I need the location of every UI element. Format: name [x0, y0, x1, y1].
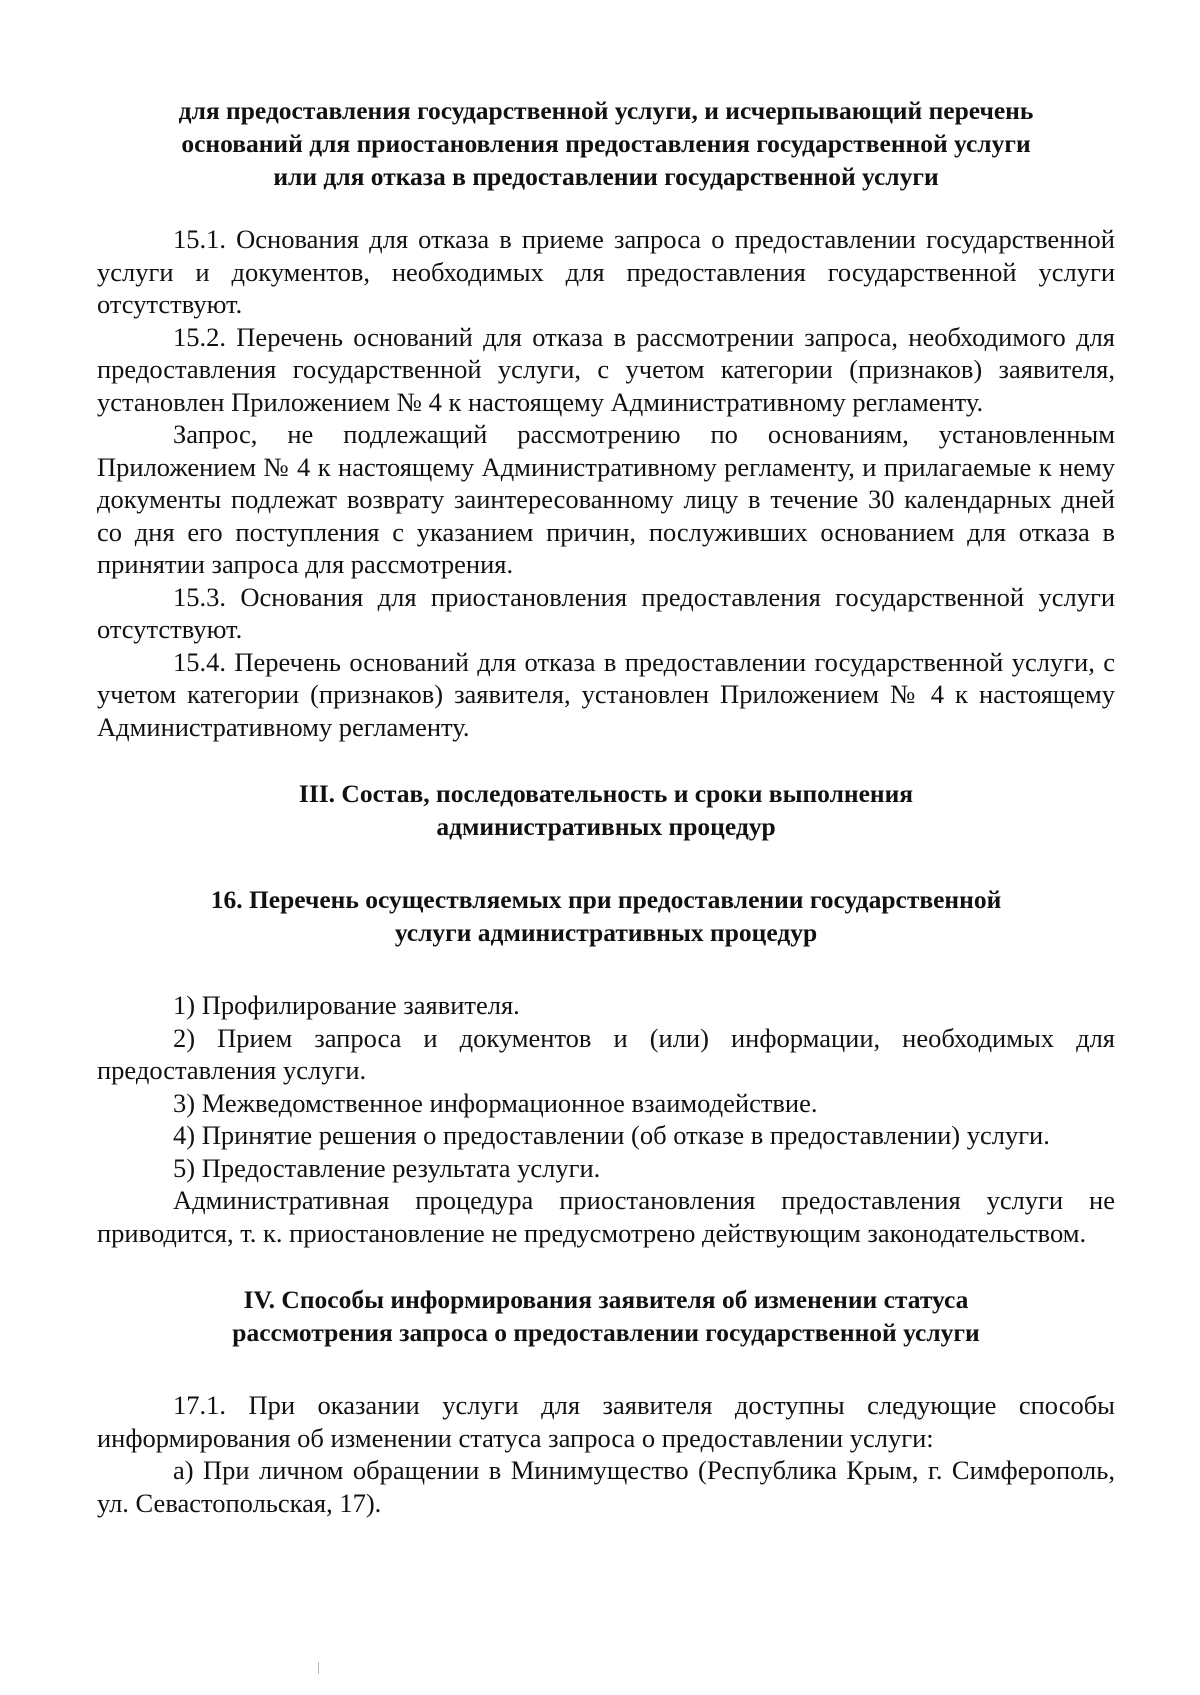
- heading-line: III. Состав, последовательность и сроки выполнения: [298, 779, 914, 808]
- scan-mark: [318, 1662, 319, 1674]
- heading-line: IV. Способы информирования заявителя об изменении статуса: [243, 1285, 969, 1314]
- section-3-heading: [97, 777, 1115, 843]
- heading-line: административных процедур: [436, 812, 776, 841]
- heading-line: для предоставления государственной услуги, и исчерпывающий перечень: [178, 96, 1034, 125]
- heading-line: рассмотрения запроса о предоставлении государственной услуги: [232, 1318, 980, 1347]
- paragraph-request: Запрос, не подлежащий рассмотрению по основаниям, установленным Приложением № 4 к настоящему Административному регламенту, и прилагаемые к нему документы подлежат возврату заинтересованному лицу в течение 30 календарных дней со дня его поступления с указанием причин, послуживших основанием для отказа в принятии запроса для рассмотрения.: [97, 419, 1115, 579]
- procedure-item: 2) Прием запроса и документов и (или) информации, необходимых для предоставления услуги.: [97, 1022, 1115, 1085]
- procedure-item: 5) Предоставление результата услуги.: [173, 1152, 601, 1183]
- procedure-item: 1) Профилирование заявителя.: [173, 990, 520, 1020]
- paragraph-15-1: 15.1. Основания для отказа в приеме запроса о предоставлении государственной услуги и документов, необходимых для предоставления государственной услуги отсутствуют.: [97, 224, 1115, 319]
- paragraph-17-1: 17.1. При оказании услуги для заявителя доступны следующие способы информирования об изменении статуса запроса о предоставлении услуги:: [97, 1390, 1115, 1453]
- procedure-item: 4) Принятие решения о предоставлении (об отказе в предоставлении) услуги.: [173, 1120, 1050, 1150]
- intro-heading: [97, 94, 1115, 193]
- paragraph-15-2: 15.2. Перечень оснований для отказа в рассмотрении запроса, необходимого для предоставления государственной услуги, с учетом категории (признаков) заявителя, установлен Приложением № 4 к настоящему Административному регламенту.: [97, 321, 1115, 417]
- paragraph-17-1-a: а) При личном обращении в Минимущество (Республика Крым, г. Симферополь, ул. Севастопольская, 17).: [97, 1455, 1115, 1518]
- paragraph-15-3: 15.3. Основания для приостановления предоставления государственной услуги отсутствуют.: [97, 581, 1115, 644]
- heading-line: или для отказа в предоставлении государственной услуги: [273, 162, 939, 191]
- heading-line: услуги административных процедур: [394, 918, 818, 947]
- heading-line: 16. Перечень осуществляемых при предоставлении государственной: [210, 885, 1002, 914]
- paragraph-15-4: 15.4. Перечень оснований для отказа в предоставлении государственной услуги, с учетом категории (признаков) заявителя, установлен Приложением № 4 к настоящему Административному регламенту.: [97, 646, 1115, 742]
- heading-line: оснований для приостановления предоставления государственной услуги: [181, 129, 1031, 158]
- section-4-heading: [97, 1283, 1115, 1349]
- paragraph-suspension: Административная процедура приостановления предоставления услуги не приводится, т. к. приостановление не предусмотрено действующим законодательством.: [97, 1185, 1115, 1248]
- section-16-heading: [97, 883, 1115, 949]
- procedure-item: 3) Межведомственное информационное взаимодействие.: [173, 1087, 818, 1118]
